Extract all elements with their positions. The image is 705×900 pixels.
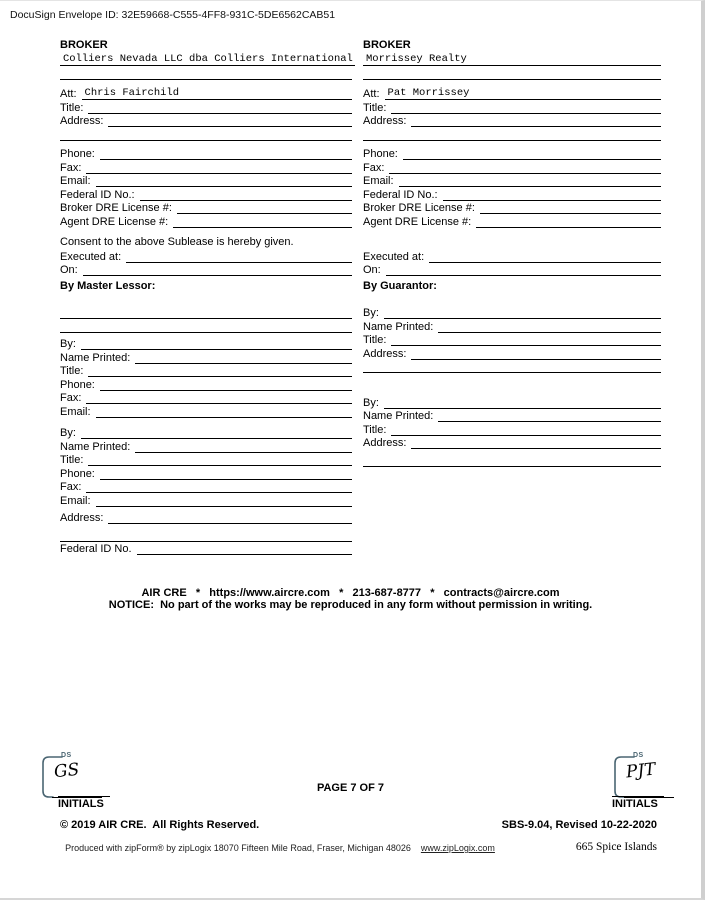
att-value-left: Chris Fairchild — [84, 87, 180, 99]
address-label: Address: — [60, 512, 104, 524]
form-version-text: SBS-9.04, Revised 10-22-2020 — [501, 819, 657, 831]
left-column — [60, 39, 352, 555]
fax-row — [363, 160, 661, 174]
executed-at-label: Executed at: — [363, 250, 425, 263]
broker-name-value-left: Colliers Nevada LLC dba Colliers International — [63, 53, 353, 65]
broker-dre-row — [60, 201, 352, 215]
by-label: By: — [363, 396, 379, 409]
page-number: PAGE 7 OF 7 — [316, 782, 385, 794]
email-row — [60, 174, 352, 188]
field-line — [81, 337, 352, 350]
executed-at-row — [363, 249, 661, 263]
field-line — [438, 320, 661, 333]
initials-signature-right: PJT — [625, 759, 657, 783]
field-line — [86, 391, 352, 404]
field-line — [135, 440, 352, 453]
address-label: Address: — [60, 115, 104, 127]
field-line — [82, 87, 352, 100]
field-line — [88, 101, 352, 114]
email-row — [60, 404, 352, 418]
phone-row — [60, 147, 352, 161]
docusign-initials-stamp-right — [612, 754, 684, 798]
name-printed-row — [363, 319, 661, 333]
field-line — [438, 409, 661, 422]
field-line — [363, 128, 661, 141]
phone-label: Phone: — [60, 378, 95, 391]
broker-name-value-right: Morrissey Realty — [366, 53, 467, 65]
field-line — [363, 53, 661, 66]
title-label: Title: — [363, 101, 387, 114]
initials-rule — [58, 796, 110, 797]
field-line — [81, 426, 352, 439]
email-row — [60, 493, 352, 507]
on-label: On: — [60, 264, 78, 276]
field-line — [96, 174, 352, 187]
blank-row — [363, 127, 661, 141]
title-row — [363, 422, 661, 436]
field-line — [100, 147, 352, 160]
produced-by-line — [0, 843, 560, 853]
agent-dre-row — [60, 214, 352, 228]
email-label: Email: — [60, 405, 91, 418]
field-line — [96, 494, 352, 507]
field-line — [60, 306, 352, 319]
field-line — [384, 306, 661, 319]
phone-row — [363, 147, 661, 161]
field-line — [108, 511, 352, 524]
executed-at-row — [60, 249, 352, 263]
phone-row — [60, 377, 352, 391]
field-line — [411, 114, 661, 127]
phone-row — [60, 466, 352, 480]
field-line — [135, 351, 352, 364]
field-line — [60, 128, 352, 141]
phone-label: Phone: — [60, 467, 95, 480]
broker-name-row-left — [60, 53, 352, 67]
agent-dre-label: Agent DRE License #: — [60, 215, 169, 228]
field-line — [391, 423, 661, 436]
name-printed-label: Name Printed: — [60, 440, 131, 453]
name-printed-row — [60, 350, 352, 364]
phone-label: Phone: — [363, 148, 398, 160]
federal-id-label: Federal ID No.: — [363, 188, 438, 201]
field-line — [86, 480, 352, 493]
ziplogix-link[interactable]: www.zipLogix.com — [420, 843, 495, 853]
att-value-right: Pat Morrissey — [387, 87, 470, 99]
blank-row — [363, 66, 661, 80]
fax-label: Fax: — [363, 161, 385, 174]
copyright-text: © 2019 AIR CRE. All Rights Reserved. — [60, 819, 260, 831]
title-label: Title: — [363, 423, 387, 436]
field-line — [100, 378, 352, 391]
address-label: Address: — [363, 437, 407, 449]
federal-id-row — [60, 187, 352, 201]
email-label: Email: — [363, 175, 394, 187]
field-line — [363, 454, 661, 467]
title-label: Title: — [60, 365, 84, 377]
blank-row — [60, 319, 352, 333]
field-line — [411, 436, 661, 449]
fax-row — [60, 480, 352, 494]
email-label: Email: — [60, 494, 91, 507]
agent-dre-label: Agent DRE License #: — [363, 215, 472, 228]
name-printed-row — [60, 439, 352, 453]
title-row — [60, 453, 352, 467]
name-printed-row — [363, 409, 661, 423]
field-line — [126, 250, 352, 263]
agent-dre-row — [363, 214, 661, 228]
broker-name-row-right — [363, 53, 661, 67]
field-line — [137, 542, 352, 555]
field-line — [391, 101, 661, 114]
field-line — [385, 87, 661, 100]
address-row — [363, 114, 661, 128]
docusign-envelope-id: DocuSign Envelope ID: 32E59668-C555-4FF8-931C-5DE6562CAB51 — [10, 9, 336, 21]
initials-signature-left: GS — [53, 759, 81, 783]
by-row — [363, 395, 661, 409]
field-line — [177, 201, 352, 214]
broker-dre-label: Broker DRE License #: — [60, 202, 172, 214]
title-row — [363, 333, 661, 347]
document-reference: 665 Spice Islands — [575, 841, 657, 853]
initials-label-block-left — [58, 796, 110, 810]
blank-row — [363, 453, 661, 467]
field-line — [96, 405, 352, 418]
field-line — [391, 333, 661, 346]
initials-label: INITIALS — [612, 798, 658, 810]
blank-row — [60, 528, 352, 542]
blank-row — [60, 127, 352, 141]
federal-id-row — [60, 542, 352, 556]
executed-at-label: Executed at: — [60, 250, 122, 263]
by-row — [60, 426, 352, 440]
federal-id-label: Federal ID No.: — [60, 188, 135, 201]
field-line — [403, 147, 661, 160]
ds-mark-label: DS — [61, 752, 72, 759]
field-line — [140, 188, 352, 201]
fax-label: Fax: — [60, 161, 82, 174]
produced-by-text: Produced with zipForm® by zipLogix 18070 Fifteen Mile Road, Fraser, Michigan 48026 — [65, 843, 411, 853]
on-row — [60, 263, 352, 277]
blank-row — [363, 360, 661, 374]
blank-row — [60, 66, 352, 80]
title-row — [363, 100, 661, 114]
att-label: Att: — [363, 88, 380, 100]
title-label: Title: — [60, 101, 84, 114]
guarantor-heading: By Guarantor: — [363, 280, 437, 292]
title-label: Title: — [363, 334, 387, 346]
field-line — [88, 364, 352, 377]
title-row — [60, 364, 352, 378]
field-line — [60, 67, 352, 80]
field-line — [480, 201, 661, 214]
fax-row — [60, 160, 352, 174]
initials-label: INITIALS — [58, 798, 104, 810]
field-line — [399, 174, 661, 187]
by-label: By: — [363, 307, 379, 319]
att-row-right — [363, 87, 661, 101]
phone-label: Phone: — [60, 148, 95, 160]
initials-label-block-right — [612, 796, 664, 810]
att-row-left — [60, 87, 352, 101]
field-line — [83, 263, 352, 276]
address-label: Address: — [363, 115, 407, 127]
ds-mark-label: DS — [633, 752, 644, 759]
consent-text: Consent to the above Sublease is hereby given. — [60, 235, 294, 248]
field-line — [384, 396, 661, 409]
broker-dre-label: Broker DRE License #: — [363, 202, 475, 214]
address-row — [60, 511, 352, 525]
title-label: Title: — [60, 454, 84, 466]
title-row — [60, 100, 352, 114]
docusign-initials-stamp-left — [40, 754, 112, 798]
field-line — [386, 263, 661, 276]
address-row — [363, 436, 661, 450]
broker-dre-row — [363, 201, 661, 215]
on-label: On: — [363, 264, 381, 276]
field-line — [173, 215, 352, 228]
field-line — [108, 114, 352, 127]
email-row — [363, 174, 661, 188]
fax-row — [60, 391, 352, 405]
initials-rule — [612, 796, 664, 797]
by-label: By: — [60, 427, 76, 439]
address-row — [363, 346, 661, 360]
field-line — [363, 360, 661, 373]
broker-heading-right: BROKER — [363, 39, 411, 51]
address-label: Address: — [363, 347, 407, 360]
email-label: Email: — [60, 175, 91, 187]
field-line — [88, 453, 352, 466]
field-line — [60, 529, 352, 542]
field-line — [363, 67, 661, 80]
name-printed-label: Name Printed: — [363, 320, 434, 333]
aircre-contact-line: AIR CRE * https://www.aircre.com * 213-687-8777 * contracts@aircre.com — [141, 587, 560, 599]
by-label: By: — [60, 338, 76, 350]
copyright-notice-line: NOTICE: No part of the works may be reproduced in any form without permission in writing. — [108, 599, 593, 611]
field-line — [60, 53, 355, 66]
master-lessor-heading: By Master Lessor: — [60, 280, 156, 292]
broker-heading-left: BROKER — [60, 39, 108, 51]
name-printed-label: Name Printed: — [60, 351, 131, 364]
field-line — [389, 161, 661, 174]
by-row — [363, 306, 661, 320]
att-label: Att: — [60, 88, 77, 100]
fax-label: Fax: — [60, 392, 82, 404]
field-line — [476, 215, 661, 228]
fax-label: Fax: — [60, 481, 82, 493]
field-line — [60, 320, 352, 333]
federal-id-label: Federal ID No. — [60, 543, 132, 555]
blank-row — [60, 306, 352, 320]
field-line — [411, 347, 661, 360]
field-line — [443, 188, 661, 201]
by-row — [60, 337, 352, 351]
field-line — [429, 250, 661, 263]
field-line — [100, 467, 352, 480]
on-row — [363, 263, 661, 277]
name-printed-label: Name Printed: — [363, 410, 434, 422]
right-column — [363, 39, 661, 467]
field-line — [86, 161, 352, 174]
address-row — [60, 114, 352, 128]
federal-id-row — [363, 187, 661, 201]
